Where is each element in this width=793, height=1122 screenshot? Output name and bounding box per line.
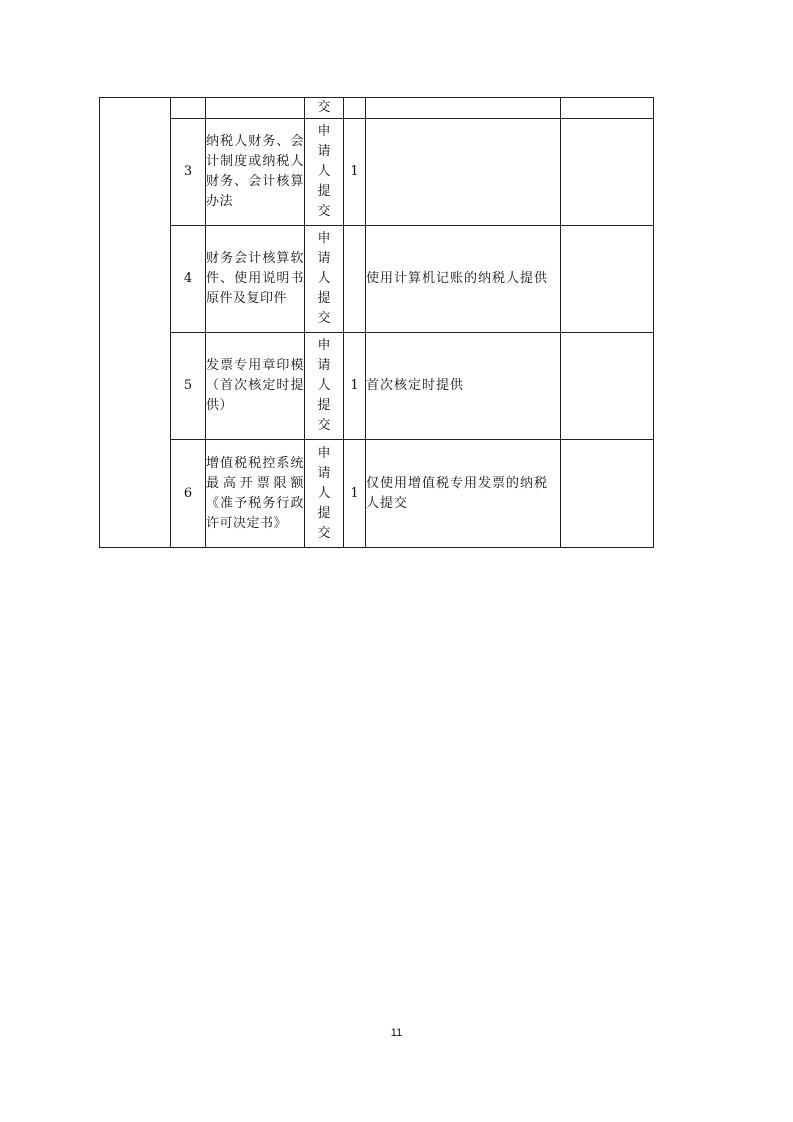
extra-cell bbox=[561, 333, 654, 440]
material-source: 申请人提交 bbox=[305, 119, 344, 226]
material-source: 交 bbox=[305, 98, 344, 119]
material-source: 申请人提交 bbox=[305, 333, 344, 440]
table-row bbox=[100, 98, 654, 119]
row-number: 4 bbox=[171, 226, 206, 333]
row-number: 6 bbox=[171, 440, 206, 548]
category-cell bbox=[100, 98, 171, 548]
table-row bbox=[100, 333, 654, 440]
extra-cell bbox=[561, 440, 654, 548]
copy-count bbox=[344, 226, 366, 333]
page-number: 11 bbox=[390, 1027, 403, 1039]
remark: 使用计算机记账的纳税人提供 bbox=[366, 226, 561, 333]
table-row bbox=[100, 226, 654, 333]
material-name: 发票专用章印模（首次核定时提供） bbox=[206, 333, 305, 440]
extra-cell bbox=[561, 226, 654, 333]
materials-table bbox=[99, 97, 654, 548]
remark bbox=[366, 98, 561, 119]
material-source: 申请人提交 bbox=[305, 440, 344, 548]
copy-count: 1 bbox=[344, 333, 366, 440]
remark: 仅使用增值税专用发票的纳税人提交 bbox=[366, 440, 561, 548]
material-name bbox=[206, 98, 305, 119]
extra-cell bbox=[561, 119, 654, 226]
row-number: 3 bbox=[171, 119, 206, 226]
table-row bbox=[100, 119, 654, 226]
material-source: 申请人提交 bbox=[305, 226, 344, 333]
row-number: 5 bbox=[171, 333, 206, 440]
remark: 首次核定时提供 bbox=[366, 333, 561, 440]
material-name: 增值税税控系统最高开票限额《准予税务行政许可决定书》 bbox=[206, 440, 305, 548]
table-row bbox=[100, 440, 654, 548]
row-number bbox=[171, 98, 206, 119]
material-name: 纳税人财务、会计制度或纳税人财务、会计核算办法 bbox=[206, 119, 305, 226]
remark bbox=[366, 119, 561, 226]
copy-count bbox=[344, 98, 366, 119]
material-name: 财务会计核算软件、使用说明书原件及复印件 bbox=[206, 226, 305, 333]
copy-count: 1 bbox=[344, 119, 366, 226]
extra-cell bbox=[561, 98, 654, 119]
copy-count: 1 bbox=[344, 440, 366, 548]
